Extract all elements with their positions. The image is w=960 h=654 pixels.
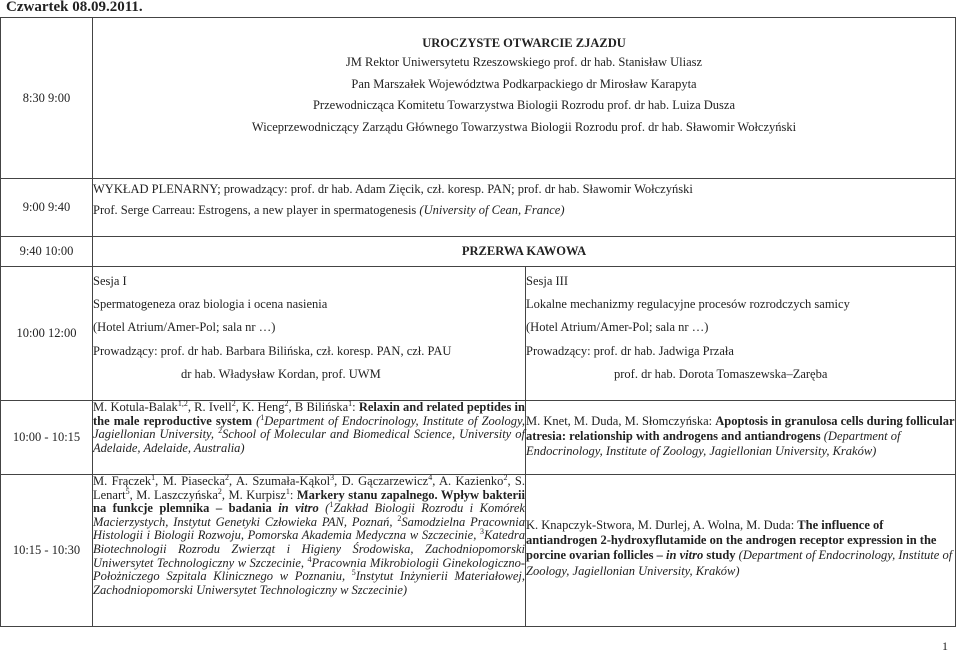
author: M. Kotula-Balak — [93, 400, 178, 414]
affiliation: (Department of Endocrinology, Institute of Zoology, Jagiellonian University, Kraków) — [526, 548, 953, 578]
session-3-name: Sesja III — [526, 274, 568, 288]
affiliation: Instytut Inżynierii Materiałowej, Zachodniopomorski Uniwersytet Technologiczny w Szczecinie) — [93, 569, 525, 597]
session-1-venue: (Hotel Atrium/Amer-Pol; sala nr …) — [93, 320, 276, 335]
affiliation: Pracownia Mikrobiologii Ginekologiczno-Położniczego Szpitala Klinicznego w Poznaniu, — [93, 555, 525, 584]
plenary-row — [1, 179, 956, 237]
author: , M. Piasecka — [155, 474, 226, 488]
talk-1-time: 10:00 - 10:15 — [1, 401, 93, 475]
author: , B Bilińska — [288, 400, 349, 414]
opening-line-1: JM Rektor Uniwersytetu Rzeszowskiego prof. dr hab. Stanisław Uliasz — [345, 55, 703, 69]
talk-1-left — [93, 398, 526, 475]
session-3-venue: (Hotel Atrium/Amer-Pol; sala nr …) — [526, 320, 709, 335]
talk-title: Relaxin and related peptides in the male reproductive system — [93, 400, 525, 428]
page-date: Czwartek 08.09.2011. — [6, 0, 143, 15]
authors: M. Knet, M. Duda, M. Słomczyńska: — [526, 414, 716, 428]
session-1-chairs: Prowadzący: prof. dr hab. Barbara Bilińska, czł. koresp. PAN, czł. PAU — [93, 343, 452, 358]
affiliation: ( — [252, 413, 261, 428]
plenary-talk-title: Estrogens, a new player in spermatogenesis — [198, 203, 420, 217]
aff-index: 2 — [397, 513, 402, 523]
aff-index: 3 — [480, 527, 485, 537]
aff-index: 4 — [428, 472, 433, 482]
author: , D. Gączarzewicz — [334, 474, 429, 488]
break-time: 9:40 10:00 — [1, 237, 93, 267]
aff-index: 1 — [348, 398, 353, 408]
session-1-topic: Spermatogeneza oraz biologia i ocena nasienia — [93, 297, 328, 312]
aff-index: 4 — [307, 554, 312, 564]
talk-title: Markery stanu zapalnego. Wpływ bakterii na funkcje plemnika – badania — [93, 487, 525, 516]
sessions-row — [1, 267, 956, 401]
sessions-time: 10:00 12:00 — [1, 267, 93, 401]
affiliation: Department of Endocrinology, Institute of Zoology, Jagiellonian University, — [93, 413, 526, 442]
opening-line-2: Pan Marszałek Województwa Podkarpackiego dr Mirosław Karapyta — [351, 76, 697, 91]
plenary-affiliation: (University of Cean, France) — [419, 203, 565, 217]
opening-title: UROCZYSTE OTWARCIE ZJAZDU — [422, 36, 626, 50]
talk-2-time: 10:15 - 10:30 — [1, 475, 93, 627]
schedule-table — [0, 17, 956, 627]
plenary-time: 9:00 9:40 — [1, 179, 93, 237]
aff-index: 1,2 — [177, 398, 188, 408]
author: , A. Kazienko — [432, 474, 504, 488]
affiliation: (Department of Endocrinology, Institute of Zoology, Jagiellonian University, Kraków) — [526, 429, 901, 459]
author: , R. Ivell — [187, 400, 232, 414]
plenary-cell — [93, 179, 956, 237]
talk-title: The influence of antiandrogen 2-hydroxyflutamide on the androgen receptor expression in the porcine ovarian follicles – — [526, 518, 937, 563]
aff-index: 3 — [330, 472, 335, 482]
session-1-name: Sesja I — [93, 274, 127, 288]
author: , A. Szumała-Kąkol — [229, 474, 331, 488]
talk-title: Apoptosis in granulosa cells during follicular atresia: relationship with androgens and antiandrogens — [526, 414, 955, 444]
affiliation: Katedra Biotechnologii Rozrodu Zwierząt i Higieny Środowiska, Zachodniopomorski Uniwersytet Technologiczny w Szczecinie, — [93, 528, 525, 570]
talk-title: study — [703, 548, 736, 563]
talk-title-italic: in vitro — [278, 501, 319, 516]
opening-line-4: Wiceprzewodniczący Zarządu Głównego Towarzystwa Biologii Rozrodu prof. dr hab. Sławomir Wołczyński — [251, 119, 797, 134]
aff-index: 5 — [125, 486, 130, 496]
break-label: PRZERWA KAWOWA — [93, 237, 956, 267]
session-3-cell — [526, 267, 956, 401]
author: , K. Heng — [235, 400, 285, 414]
talk-1-right — [526, 401, 956, 475]
aff-index: 1 — [260, 412, 265, 422]
affiliation: ( — [318, 501, 330, 516]
author-sep: : — [289, 487, 297, 502]
talk-2-left — [93, 472, 526, 627]
page-number: 1 — [942, 639, 948, 653]
affiliation: Samodzielna Pracownia Histologii i Biologii Rozwoju, Pomorska Akademia Medyczna w Szczecinie, — [93, 514, 525, 543]
author-sep: : — [352, 400, 359, 414]
aff-index: 2 — [503, 472, 508, 482]
plenary-chairs: WYKŁAD PLENARNY; prowadzący: prof. dr hab. Adam Zięcik, czł. koresp. PAN; prof. dr hab. Sławomir Wołczyński — [93, 182, 693, 196]
aff-index: 1 — [285, 486, 290, 496]
plenary-talk — [93, 200, 955, 221]
talk-title-italic: in vitro — [666, 548, 704, 563]
break-row — [1, 237, 956, 267]
opening-cell — [93, 18, 956, 179]
author: , M. Kurpisz — [221, 487, 286, 502]
affiliation: School of Molecular and Biomedical Science, University of Adelaide, Adelaide, Australia) — [93, 427, 525, 455]
opening-time: 8:30 9:00 — [1, 18, 93, 179]
session-1-cell — [93, 267, 526, 401]
aff-index: 2 — [225, 472, 230, 482]
aff-index: 1 — [329, 500, 334, 510]
authors: K. Knapczyk-Stwora, M. Durlej, A. Wolna, M. Duda: — [526, 518, 798, 532]
opening-row — [1, 18, 956, 179]
aff-index: 2 — [231, 398, 236, 408]
aff-index: 2 — [284, 398, 289, 408]
session-3-chairs-2: prof. dr hab. Dorota Tomaszewska–Zaręba — [614, 366, 828, 381]
talk-2-right — [526, 475, 956, 627]
session-3-chairs: Prowadzący: prof. dr hab. Jadwiga Przała — [526, 343, 734, 358]
author: M. Frączek — [93, 474, 152, 488]
affiliation: Zakład Biologii Rozrodu i Komórek Macierzystych, Instytut Genetyki Człowieka PAN, Poznań, — [93, 501, 525, 529]
author: , S. Lenart — [93, 474, 526, 502]
opening-line-3: Przewodnicząca Komitetu Towarzystwa Biologii Rozrodu prof. dr hab. Luiza Dusza — [312, 98, 736, 112]
author: , M. Laszczyńska — [129, 487, 218, 502]
session-1-chairs-2: dr hab. Władysław Kordan, prof. UWM — [181, 366, 381, 381]
aff-index: 2 — [217, 486, 222, 496]
aff-index: 2 — [218, 426, 223, 436]
talk-2-row — [1, 475, 956, 627]
talk-1-row — [1, 401, 956, 475]
aff-index: 5 — [351, 568, 356, 577]
aff-index: 1 — [151, 472, 156, 482]
plenary-speaker: Prof. Serge Carreau: — [93, 203, 199, 217]
session-3-topic: Lokalne mechanizmy regulacyjne procesów rozrodczych samicy — [526, 297, 850, 312]
